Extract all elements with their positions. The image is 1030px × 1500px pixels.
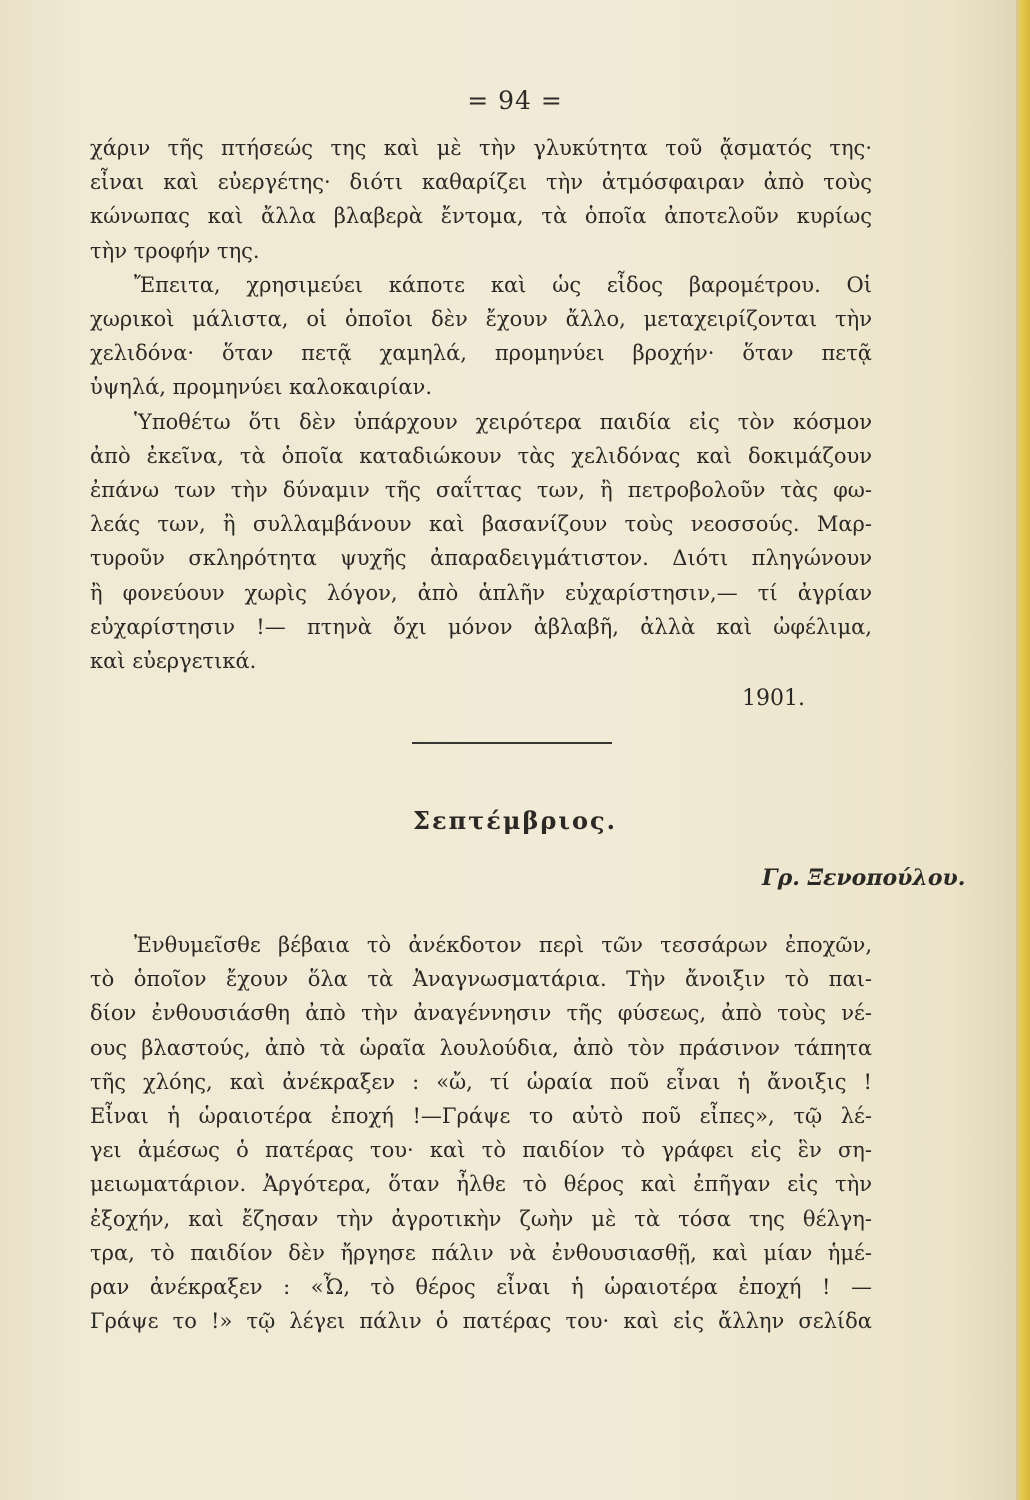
- text-line: ους βλαστούς, ἀπὸ τὰ ὡραῖα λουλούδια, ἀπὸ τὸν πράσινον τάπητα: [90, 1035, 872, 1060]
- text-line: τῆς χλόης, καὶ ἀνέκραξεν : «ὤ, τί ὡραία ποῦ εἶναι ἡ ἄνοιξις !: [90, 1069, 872, 1094]
- text-line: λεάς των, ἢ συλλαμβάνουν καὶ βασανίζουν τοὺς νεοσσούς. Μαρ-: [90, 512, 872, 537]
- text-line: τυροῦν σκληρότητα ψυχῆς ἀπαραδειγμάτιστον. Διότι πληγώνουν: [90, 546, 872, 571]
- author-name: Γρ. Ξενοπούλου.: [762, 865, 966, 891]
- text-line: ἐξοχήν, καὶ ἔζησαν τὴν ἀγροτικὴν ζωὴν μὲ τὰ τόσα της θέλγη-: [90, 1206, 872, 1231]
- text-line: ἐπάνω των τὴν δύναμιν τῆς σαΐττας των, ἢ πετροβολοῦν τὰς φω-: [90, 478, 872, 503]
- article-date: 1901.: [742, 686, 805, 711]
- text-line: Ὑποθέτω ὅτι δὲν ὑπάρχουν χειρότερα παιδία εἰς τὸν κόσμον: [134, 409, 872, 434]
- text-line: γει ἀμέσως ὁ πατέρας του· καὶ τὸ παιδίον τὸ γράφει εἰς ἓν ση-: [90, 1138, 872, 1163]
- text-line: Γράψε το !» τῷ λέγει πάλιν ὁ πατέρας του· καὶ εἰς ἄλλην σελίδα: [90, 1309, 872, 1334]
- text-line: δίον ἐνθουσιάσθη ἀπὸ τὴν ἀναγέννησιν τῆς φύσεως, ἀπὸ τοὺς νέ-: [90, 1001, 872, 1026]
- text-line: τὴν τροφήν της.: [90, 238, 260, 263]
- text-line: μειωματάριον. Ἀργότερα, ὅταν ἦλθε τὸ θέρος καὶ ἐπῆγαν εἰς τὴν: [90, 1172, 872, 1197]
- text-line: ἢ φονεύουν χωρὶς λόγον, ἀπὸ ἁπλῆν εὐχαρίστησιν,— τί ἀγρίαν: [90, 580, 872, 605]
- text-line: εἶναι καὶ εὐεργέτης· διότι καθαρίζει τὴν ἀτμόσφαιραν ἀπὸ τοὺς: [90, 170, 872, 195]
- section-divider: [412, 742, 612, 744]
- text-line: Ἔπειτα, χρησιμεύει κάποτε καὶ ὡς εἶδος βαρομέτρου. Οἱ: [134, 272, 872, 297]
- text-line: τρα, τὸ παιδίον δὲν ἤργησε πάλιν νὰ ἐνθουσιασθῇ, καὶ μίαν ἡμέ-: [90, 1240, 872, 1265]
- text-line: Ἐνθυμεῖσθε βέβαια τὸ ἀνέκδοτον περὶ τῶν τεσσάρων ἐποχῶν,: [134, 933, 872, 957]
- text-block-lower: [90, 928, 872, 1338]
- text-line: εὐχαρίστησιν !— πτηνὰ ὄχι μόνον ἀβλαβῆ, ἀλλὰ καὶ ὠφέλιμα,: [90, 614, 872, 639]
- text-block-upper: [90, 131, 872, 678]
- text-line: καὶ εὐεργετικά.: [90, 649, 257, 674]
- text-line: ἀπὸ ἐκεῖνα, τὰ ὁποῖα καταδιώκουν τὰς χελιδόνας καὶ δοκιμάζουν: [90, 443, 872, 468]
- text-line: τὸ ὁποῖον ἔχουν ὅλα τὰ Ἀναγνωσματάρια. Τὴν ἄνοιξιν τὸ παι-: [90, 967, 872, 992]
- text-line: χάριν τῆς πτήσεώς της καὶ μὲ τὴν γλυκύτητα τοῦ ᾄσματός της·: [90, 136, 872, 160]
- section-title: Σεπτέμβριος.: [413, 806, 617, 835]
- text-line: Εἶναι ἡ ὡραιοτέρα ἐποχή !—Γράψε το αὐτὸ ποῦ εἶπες», τῷ λέ-: [90, 1104, 872, 1129]
- page-number: = 94 =: [467, 86, 563, 115]
- text-line: ὑψηλά, προμηνύει καλοκαιρίαν.: [90, 375, 432, 400]
- page-edge: [1016, 0, 1030, 1500]
- text-line: ραν ἀνέκραξεν : «Ὦ, τὸ θέρος εἶναι ἡ ὡραιοτέρα ἐποχή ! —: [90, 1275, 872, 1300]
- text-line: κώνωπας καὶ ἄλλα βλαβερὰ ἔντομα, τὰ ὁποῖα ἀποτελοῦν κυρίως: [90, 204, 872, 229]
- text-line: χελιδόνα· ὅταν πετᾷ χαμηλά, προμηνύει βροχήν· ὅταν πετᾷ: [90, 341, 872, 366]
- text-line: χωρικοὶ μάλιστα, οἱ ὁποῖοι δὲν ἔχουν ἄλλο, μεταχειρίζονται τὴν: [90, 307, 872, 332]
